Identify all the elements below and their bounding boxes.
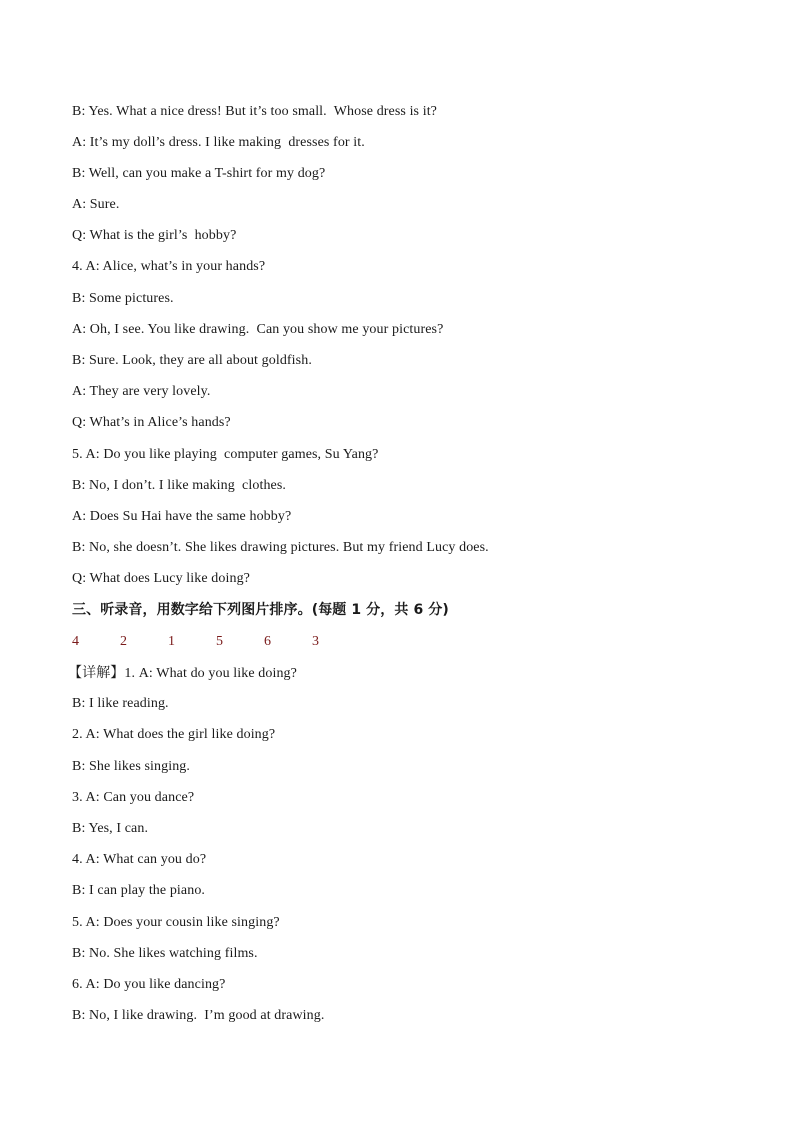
answer-row [72, 633, 372, 651]
detail-line: 5. A: Does your cousin like singing? [72, 915, 280, 930]
question-line: Q: What is the girl’s hobby? [72, 228, 237, 243]
detail-line: B: No. She likes watching films. [72, 946, 258, 961]
dialogue-line: 4. A: Alice, what’s in your hands? [72, 259, 266, 274]
dialogue-line: 5. A: Do you like playing computer games, Su Yang? [72, 447, 379, 462]
answer-number: 4 [72, 634, 80, 649]
detail-line: 6. A: Do you like dancing? [72, 977, 226, 992]
question-line: Q: What does Lucy like doing? [72, 571, 250, 586]
answer-number: 6 [264, 634, 272, 649]
dialogue-line: B: Some pictures. [72, 291, 174, 306]
dialogue-line: A: Does Su Hai have the same hobby? [72, 509, 292, 524]
dialogue-line: B: Sure. Look, they are all about goldfish. [72, 353, 312, 368]
dialogue-line: B: No, I don’t. I like making clothes. [72, 478, 287, 493]
dialogue-line: B: Well, can you make a T-shirt for my dog? [72, 166, 326, 181]
answer-number: 5 [216, 634, 224, 649]
detail-line: B: No, I like drawing. I’m good at drawing. [72, 1008, 325, 1023]
dialogue-line: B: No, she doesn’t. She likes drawing pictures. But my friend Lucy does. [72, 540, 489, 555]
dialogue-line: A: They are very lovely. [72, 384, 211, 399]
question-line: Q: What’s in Alice’s hands? [72, 415, 231, 430]
answer-number: 3 [312, 634, 320, 649]
detail-line: 4. A: What can you do? [72, 852, 207, 867]
dialogue-line: A: Oh, I see. You like drawing. Can you show me your pictures? [72, 322, 444, 337]
detail-line: B: I can play the piano. [72, 883, 206, 898]
detail-line: 3. A: Can you dance? [72, 790, 195, 805]
answer-number: 1 [168, 634, 176, 649]
section-heading: 三、听录音，用数字给下列图片排序。(每题 1 分，共 6 分) [72, 602, 449, 618]
detail-tag: 【详解】 [68, 665, 125, 681]
detail-line: B: I like reading. [72, 696, 169, 711]
detail-line: 2. A: What does the girl like doing? [72, 727, 276, 742]
dialogue-line: B: Yes. What a nice dress! But it’s too small. Whose dress is it? [72, 104, 438, 119]
dialogue-line: A: Sure. [72, 197, 120, 212]
dialogue-line: A: It’s my doll’s dress. I like making dresses for it. [72, 135, 365, 150]
detail-line: B: She likes singing. [72, 759, 190, 774]
detail-line [68, 664, 297, 683]
detail-first-line: 1. A: What do you like doing? [124, 666, 297, 681]
detail-line: B: Yes, I can. [72, 821, 149, 836]
answer-number: 2 [120, 634, 128, 649]
